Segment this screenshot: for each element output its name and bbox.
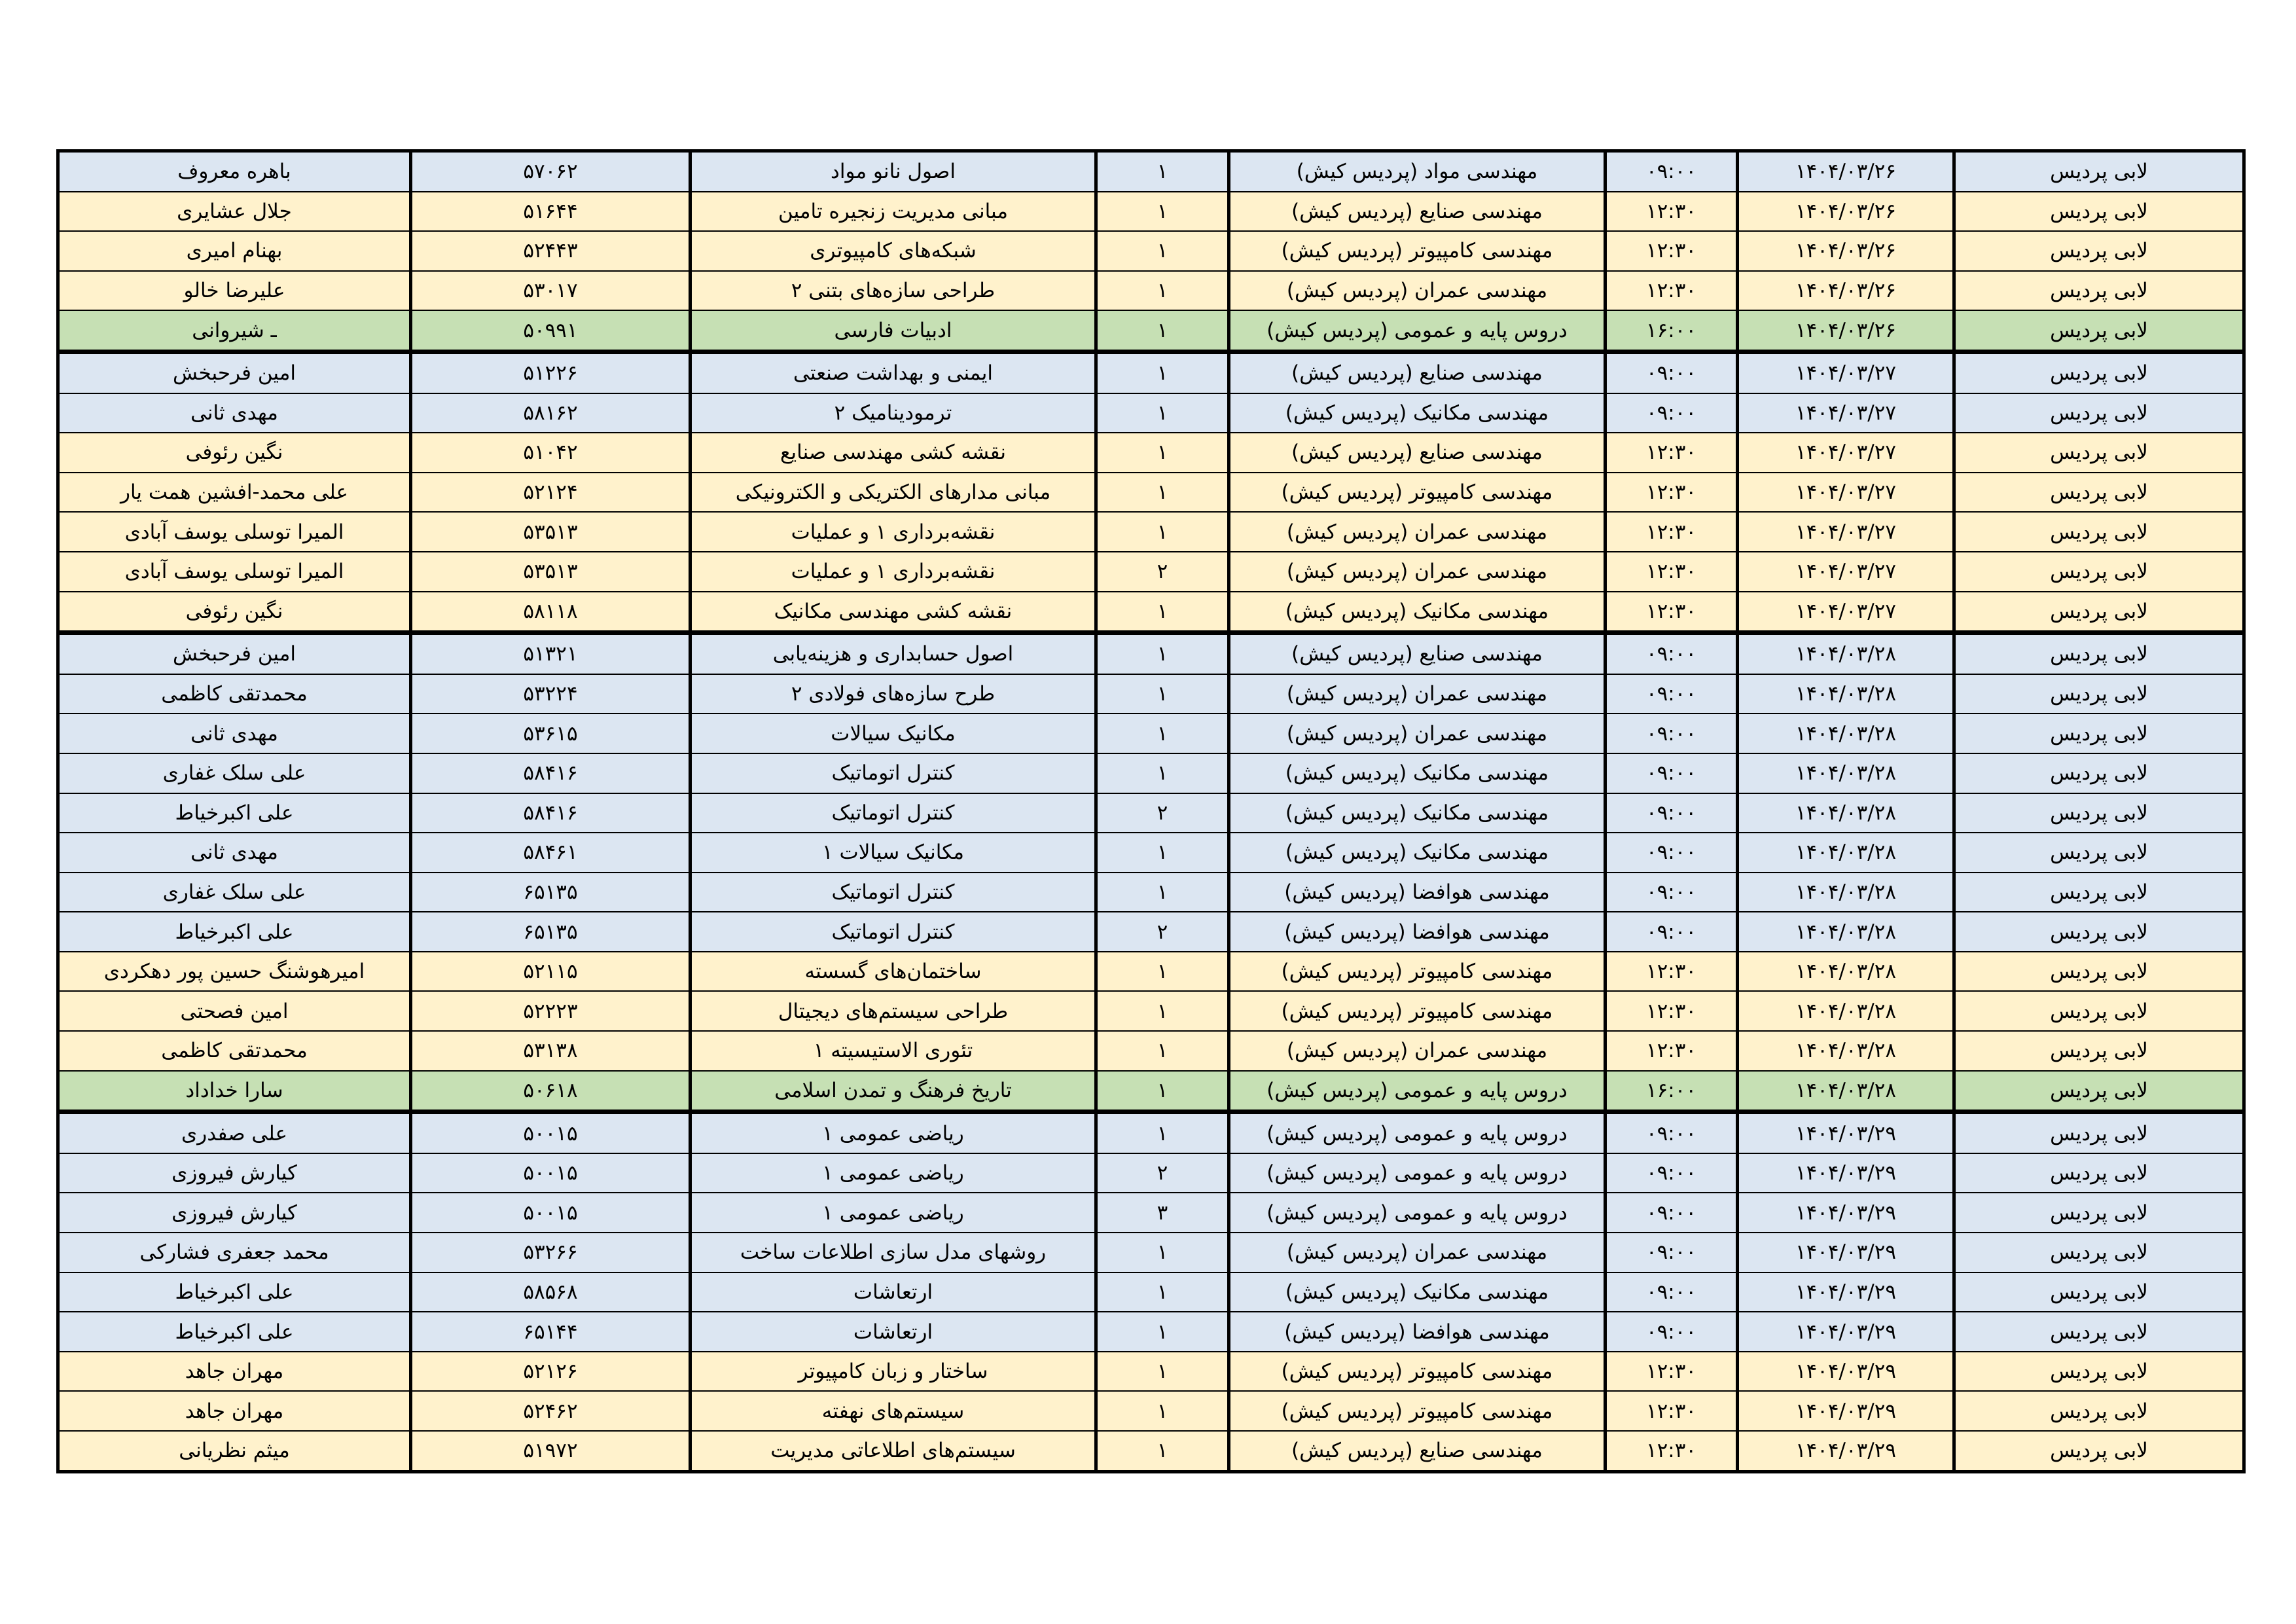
location-cell: لابی پردیس: [1954, 991, 2244, 1031]
department-cell: مهندسی عمران (پردیس کیش): [1229, 674, 1605, 714]
table-row: [58, 912, 2244, 952]
table-row: [58, 310, 2244, 352]
time-cell: ۱۲:۳۰: [1605, 1352, 1738, 1392]
location-cell: لابی پردیس: [1954, 1112, 2244, 1153]
time-cell: ۱۲:۳۰: [1605, 952, 1738, 992]
group-cell: ۱: [1096, 592, 1229, 633]
teacher-cell: علیرضا خالو: [58, 271, 411, 311]
group-cell: ۱: [1096, 1272, 1229, 1312]
course-cell: ادبیات فارسی: [691, 310, 1096, 352]
course-code-cell: ۵۸۵۶۸: [411, 1272, 691, 1312]
course-code-cell: ۵۱۶۴۴: [411, 192, 691, 232]
location-cell: لابی پردیس: [1954, 1352, 2244, 1392]
department-cell: مهندسی کامپیوتر (پردیس کیش): [1229, 231, 1605, 271]
date-cell: ۱۴۰۴/۰۳/۲۸: [1738, 633, 1954, 674]
course-cell: ریاضی عمومی ۱: [691, 1153, 1096, 1193]
department-cell: دروس پایه و عمومی (پردیس کیش): [1229, 1153, 1605, 1193]
date-cell: ۱۴۰۴/۰۳/۲۸: [1738, 1031, 1954, 1071]
group-cell: ۱: [1096, 1431, 1229, 1471]
teacher-cell: مهران جاهد: [58, 1352, 411, 1392]
date-cell: ۱۴۰۴/۰۳/۲۶: [1738, 310, 1954, 352]
time-cell: ۰۹:۰۰: [1605, 1272, 1738, 1312]
time-cell: ۰۹:۰۰: [1605, 1193, 1738, 1233]
location-cell: لابی پردیس: [1954, 1031, 2244, 1071]
course-code-cell: ۵۳۶۱۵: [411, 713, 691, 753]
location-cell: لابی پردیس: [1954, 352, 2244, 393]
date-cell: ۱۴۰۴/۰۳/۲۷: [1738, 393, 1954, 433]
teacher-cell: علی اکبرخیاط: [58, 912, 411, 952]
location-cell: لابی پردیس: [1954, 271, 2244, 311]
time-cell: ۱۲:۳۰: [1605, 1431, 1738, 1471]
location-cell: لابی پردیس: [1954, 1153, 2244, 1193]
table-row: [58, 1153, 2244, 1193]
date-cell: ۱۴۰۴/۰۳/۲۷: [1738, 433, 1954, 473]
date-cell: ۱۴۰۴/۰۳/۲۸: [1738, 753, 1954, 793]
group-cell: ۱: [1096, 192, 1229, 232]
teacher-cell: امین فرحبخش: [58, 352, 411, 393]
time-cell: ۰۹:۰۰: [1605, 633, 1738, 674]
course-cell: تاریخ فرهنگ و تمدن اسلامی: [691, 1071, 1096, 1112]
group-cell: ۱: [1096, 271, 1229, 311]
teacher-cell: محمد جعفری فشارکی: [58, 1233, 411, 1272]
table-row: [58, 151, 2244, 192]
teacher-cell: کیارش فیروزی: [58, 1193, 411, 1233]
table-row: [58, 674, 2244, 714]
table-row: [58, 271, 2244, 311]
course-code-cell: ۵۰۰۱۵: [411, 1193, 691, 1233]
time-cell: ۱۲:۳۰: [1605, 512, 1738, 552]
department-cell: مهندسی عمران (پردیس کیش): [1229, 1233, 1605, 1272]
date-cell: ۱۴۰۴/۰۳/۲۷: [1738, 352, 1954, 393]
teacher-cell: نگین رئوفی: [58, 433, 411, 473]
course-cell: نقشه‌برداری ۱ و عملیات: [691, 552, 1096, 592]
course-code-cell: ۵۸۱۶۲: [411, 393, 691, 433]
group-cell: ۲: [1096, 1153, 1229, 1193]
course-cell: شبکه‌های کامپیوتری: [691, 231, 1096, 271]
table-row: [58, 713, 2244, 753]
teacher-cell: المیرا توسلی یوسف آبادی: [58, 512, 411, 552]
department-cell: مهندسی هوافضا (پردیس کیش): [1229, 1312, 1605, 1352]
course-cell: نقشه کشی مهندسی مکانیک: [691, 592, 1096, 633]
date-cell: ۱۴۰۴/۰۳/۲۹: [1738, 1272, 1954, 1312]
department-cell: مهندسی مکانیک (پردیس کیش): [1229, 592, 1605, 633]
date-cell: ۱۴۰۴/۰۳/۲۷: [1738, 473, 1954, 513]
location-cell: لابی پردیس: [1954, 1071, 2244, 1112]
table-row: [58, 352, 2244, 393]
teacher-cell: علی صفدری: [58, 1112, 411, 1153]
location-cell: لابی پردیس: [1954, 552, 2244, 592]
time-cell: ۰۹:۰۰: [1605, 793, 1738, 833]
course-cell: ریاضی عمومی ۱: [691, 1112, 1096, 1153]
time-cell: ۰۹:۰۰: [1605, 393, 1738, 433]
course-cell: طراحی سیستم‌های دیجیتال: [691, 991, 1096, 1031]
date-cell: ۱۴۰۴/۰۳/۲۸: [1738, 952, 1954, 992]
course-cell: سیستم‌های اطلاعاتی مدیریت: [691, 1431, 1096, 1471]
date-cell: ۱۴۰۴/۰۳/۲۷: [1738, 512, 1954, 552]
course-code-cell: ۵۳۰۱۷: [411, 271, 691, 311]
course-cell: اصول نانو مواد: [691, 151, 1096, 192]
course-cell: نقشه‌برداری ۱ و عملیات: [691, 512, 1096, 552]
teacher-cell: جلال عشایری: [58, 192, 411, 232]
teacher-cell: مهدی ثانی: [58, 833, 411, 873]
group-cell: ۱: [1096, 952, 1229, 992]
location-cell: لابی پردیس: [1954, 793, 2244, 833]
location-cell: لابی پردیس: [1954, 231, 2244, 271]
course-code-cell: ۵۲۲۲۳: [411, 991, 691, 1031]
teacher-cell: نگین رئوفی: [58, 592, 411, 633]
group-cell: ۱: [1096, 633, 1229, 674]
teacher-cell: باهره معروف: [58, 151, 411, 192]
group-cell: ۱: [1096, 753, 1229, 793]
teacher-cell: بهنام امیری: [58, 231, 411, 271]
time-cell: ۱۲:۳۰: [1605, 473, 1738, 513]
course-code-cell: ۵۳۵۱۳: [411, 512, 691, 552]
location-cell: لابی پردیس: [1954, 433, 2244, 473]
exam-schedule-body: [58, 151, 2244, 1472]
table-row: [58, 1193, 2244, 1233]
location-cell: لابی پردیس: [1954, 1272, 2244, 1312]
course-code-cell: ۵۲۴۶۲: [411, 1391, 691, 1431]
teacher-cell: علی اکبرخیاط: [58, 793, 411, 833]
location-cell: لابی پردیس: [1954, 713, 2244, 753]
table-row: [58, 552, 2244, 592]
table-row: [58, 1272, 2244, 1312]
department-cell: مهندسی مکانیک (پردیس کیش): [1229, 393, 1605, 433]
course-code-cell: ۶۵۱۳۵: [411, 912, 691, 952]
time-cell: ۰۹:۰۰: [1605, 1233, 1738, 1272]
group-cell: ۱: [1096, 1233, 1229, 1272]
group-cell: ۱: [1096, 352, 1229, 393]
department-cell: دروس پایه و عمومی (پردیس کیش): [1229, 1112, 1605, 1153]
time-cell: ۰۹:۰۰: [1605, 912, 1738, 952]
table-row: [58, 592, 2244, 633]
date-cell: ۱۴۰۴/۰۳/۲۹: [1738, 1391, 1954, 1431]
department-cell: مهندسی صنایع (پردیس کیش): [1229, 192, 1605, 232]
course-code-cell: ۵۸۴۱۶: [411, 793, 691, 833]
group-cell: ۱: [1096, 674, 1229, 714]
teacher-cell: ـ شیروانی: [58, 310, 411, 352]
table-row: [58, 753, 2244, 793]
group-cell: ۱: [1096, 433, 1229, 473]
time-cell: ۱۲:۳۰: [1605, 592, 1738, 633]
location-cell: لابی پردیس: [1954, 1193, 2244, 1233]
course-code-cell: ۵۱۹۷۲: [411, 1431, 691, 1471]
course-code-cell: ۵۳۱۳۸: [411, 1031, 691, 1071]
department-cell: مهندسی عمران (پردیس کیش): [1229, 271, 1605, 311]
course-cell: تئوری الاستیسیته ۱: [691, 1031, 1096, 1071]
time-cell: ۰۹:۰۰: [1605, 1112, 1738, 1153]
department-cell: مهندسی صنایع (پردیس کیش): [1229, 633, 1605, 674]
course-cell: مکانیک سیالات ۱: [691, 833, 1096, 873]
location-cell: لابی پردیس: [1954, 912, 2244, 952]
department-cell: مهندسی مکانیک (پردیس کیش): [1229, 753, 1605, 793]
department-cell: مهندسی کامپیوتر (پردیس کیش): [1229, 473, 1605, 513]
time-cell: ۱۲:۳۰: [1605, 1031, 1738, 1071]
exam-schedule-table: [56, 149, 2246, 1473]
table-row: [58, 1312, 2244, 1352]
table-row: [58, 231, 2244, 271]
time-cell: ۰۹:۰۰: [1605, 352, 1738, 393]
date-cell: ۱۴۰۴/۰۳/۲۸: [1738, 713, 1954, 753]
course-cell: ایمنی و بهداشت صنعتی: [691, 352, 1096, 393]
course-cell: روشهای مدل سازی اطلاعات ساخت: [691, 1233, 1096, 1272]
location-cell: لابی پردیس: [1954, 674, 2244, 714]
course-cell: سیستم‌های نهفته: [691, 1391, 1096, 1431]
time-cell: ۰۹:۰۰: [1605, 873, 1738, 912]
location-cell: لابی پردیس: [1954, 873, 2244, 912]
course-code-cell: ۵۰۹۹۱: [411, 310, 691, 352]
teacher-cell: علی سلک غفاری: [58, 753, 411, 793]
date-cell: ۱۴۰۴/۰۳/۲۸: [1738, 1071, 1954, 1112]
group-cell: ۱: [1096, 1391, 1229, 1431]
course-code-cell: ۵۰۰۱۵: [411, 1153, 691, 1193]
course-code-cell: ۵۲۱۲۴: [411, 473, 691, 513]
time-cell: ۱۶:۰۰: [1605, 1071, 1738, 1112]
course-code-cell: ۶۵۱۴۴: [411, 1312, 691, 1352]
department-cell: مهندسی کامپیوتر (پردیس کیش): [1229, 991, 1605, 1031]
location-cell: لابی پردیس: [1954, 192, 2244, 232]
time-cell: ۱۲:۳۰: [1605, 552, 1738, 592]
course-cell: ارتعاشات: [691, 1272, 1096, 1312]
group-cell: ۲: [1096, 912, 1229, 952]
time-cell: ۱۶:۰۰: [1605, 310, 1738, 352]
table-row: [58, 1233, 2244, 1272]
date-cell: ۱۴۰۴/۰۳/۲۸: [1738, 833, 1954, 873]
table-row: [58, 192, 2244, 232]
location-cell: لابی پردیس: [1954, 393, 2244, 433]
teacher-cell: کیارش فیروزی: [58, 1153, 411, 1193]
teacher-cell: مهدی ثانی: [58, 393, 411, 433]
group-cell: ۱: [1096, 151, 1229, 192]
date-cell: ۱۴۰۴/۰۳/۲۹: [1738, 1233, 1954, 1272]
course-cell: کنترل اتوماتیک: [691, 793, 1096, 833]
table-row: [58, 1352, 2244, 1392]
location-cell: لابی پردیس: [1954, 1431, 2244, 1471]
location-cell: لابی پردیس: [1954, 1312, 2244, 1352]
teacher-cell: علی محمد-افشین همت یار: [58, 473, 411, 513]
location-cell: لابی پردیس: [1954, 833, 2244, 873]
teacher-cell: علی سلک غفاری: [58, 873, 411, 912]
course-cell: اصول حسابداری و هزینه‌یابی: [691, 633, 1096, 674]
time-cell: ۰۹:۰۰: [1605, 753, 1738, 793]
course-code-cell: ۵۸۱۱۸: [411, 592, 691, 633]
group-cell: ۱: [1096, 713, 1229, 753]
course-code-cell: ۵۳۲۲۴: [411, 674, 691, 714]
table-row: [58, 1391, 2244, 1431]
department-cell: مهندسی هوافضا (پردیس کیش): [1229, 912, 1605, 952]
location-cell: لابی پردیس: [1954, 1233, 2244, 1272]
time-cell: ۱۲:۳۰: [1605, 271, 1738, 311]
teacher-cell: محمدتقی کاظمی: [58, 674, 411, 714]
date-cell: ۱۴۰۴/۰۳/۲۹: [1738, 1153, 1954, 1193]
department-cell: مهندسی عمران (پردیس کیش): [1229, 552, 1605, 592]
course-code-cell: ۵۸۴۱۶: [411, 753, 691, 793]
group-cell: ۳: [1096, 1193, 1229, 1233]
location-cell: لابی پردیس: [1954, 151, 2244, 192]
teacher-cell: امین فرحبخش: [58, 633, 411, 674]
department-cell: دروس پایه و عمومی (پردیس کیش): [1229, 310, 1605, 352]
department-cell: مهندسی مکانیک (پردیس کیش): [1229, 1272, 1605, 1312]
course-code-cell: ۵۳۲۶۶: [411, 1233, 691, 1272]
department-cell: مهندسی عمران (پردیس کیش): [1229, 713, 1605, 753]
table-row: [58, 1112, 2244, 1153]
table-row: [58, 873, 2244, 912]
teacher-cell: امین فصحتی: [58, 991, 411, 1031]
course-cell: ترمودینامیک ۲: [691, 393, 1096, 433]
date-cell: ۱۴۰۴/۰۳/۲۶: [1738, 192, 1954, 232]
group-cell: ۱: [1096, 1031, 1229, 1071]
group-cell: ۱: [1096, 1312, 1229, 1352]
location-cell: لابی پردیس: [1954, 952, 2244, 992]
date-cell: ۱۴۰۴/۰۳/۲۸: [1738, 793, 1954, 833]
group-cell: ۲: [1096, 793, 1229, 833]
group-cell: ۱: [1096, 393, 1229, 433]
teacher-cell: سارا خداداد: [58, 1071, 411, 1112]
teacher-cell: علی اکبرخیاط: [58, 1272, 411, 1312]
department-cell: مهندسی مواد (پردیس کیش): [1229, 151, 1605, 192]
table-row: [58, 1071, 2244, 1112]
course-cell: نقشه کشی مهندسی صنایع: [691, 433, 1096, 473]
course-code-cell: ۵۸۴۶۱: [411, 833, 691, 873]
time-cell: ۱۲:۳۰: [1605, 991, 1738, 1031]
group-cell: ۱: [1096, 833, 1229, 873]
department-cell: مهندسی صنایع (پردیس کیش): [1229, 1431, 1605, 1471]
group-cell: ۱: [1096, 231, 1229, 271]
department-cell: دروس پایه و عمومی (پردیس کیش): [1229, 1071, 1605, 1112]
table-row: [58, 433, 2244, 473]
date-cell: ۱۴۰۴/۰۳/۲۹: [1738, 1112, 1954, 1153]
teacher-cell: المیرا توسلی یوسف آبادی: [58, 552, 411, 592]
department-cell: مهندسی عمران (پردیس کیش): [1229, 512, 1605, 552]
table-row: [58, 833, 2244, 873]
teacher-cell: امیرهوشنگ حسین پور دهکردی: [58, 952, 411, 992]
group-cell: ۱: [1096, 873, 1229, 912]
group-cell: ۱: [1096, 1112, 1229, 1153]
date-cell: ۱۴۰۴/۰۳/۲۸: [1738, 674, 1954, 714]
time-cell: ۱۲:۳۰: [1605, 433, 1738, 473]
course-code-cell: ۵۰۰۱۵: [411, 1112, 691, 1153]
teacher-cell: مهدی ثانی: [58, 713, 411, 753]
department-cell: مهندسی مکانیک (پردیس کیش): [1229, 833, 1605, 873]
date-cell: ۱۴۰۴/۰۳/۲۸: [1738, 912, 1954, 952]
course-code-cell: ۵۲۴۴۳: [411, 231, 691, 271]
department-cell: مهندسی کامپیوتر (پردیس کیش): [1229, 952, 1605, 992]
course-code-cell: ۵۷۰۶۲: [411, 151, 691, 192]
table-row: [58, 473, 2244, 513]
date-cell: ۱۴۰۴/۰۳/۲۹: [1738, 1352, 1954, 1392]
department-cell: مهندسی عمران (پردیس کیش): [1229, 1031, 1605, 1071]
group-cell: ۱: [1096, 1352, 1229, 1392]
location-cell: لابی پردیس: [1954, 753, 2244, 793]
course-code-cell: ۵۳۵۱۳: [411, 552, 691, 592]
table-row: [58, 393, 2244, 433]
department-cell: مهندسی کامپیوتر (پردیس کیش): [1229, 1391, 1605, 1431]
department-cell: مهندسی مکانیک (پردیس کیش): [1229, 793, 1605, 833]
table-row: [58, 1431, 2244, 1471]
group-cell: ۱: [1096, 310, 1229, 352]
date-cell: ۱۴۰۴/۰۳/۲۸: [1738, 991, 1954, 1031]
time-cell: ۱۲:۳۰: [1605, 192, 1738, 232]
course-code-cell: ۵۱۳۲۱: [411, 633, 691, 674]
course-code-cell: ۵۲۱۲۶: [411, 1352, 691, 1392]
time-cell: ۰۹:۰۰: [1605, 1153, 1738, 1193]
date-cell: ۱۴۰۴/۰۳/۲۶: [1738, 151, 1954, 192]
group-cell: ۱: [1096, 1071, 1229, 1112]
time-cell: ۱۲:۳۰: [1605, 231, 1738, 271]
course-code-cell: ۶۵۱۳۵: [411, 873, 691, 912]
course-cell: طرح سازه‌های فولادی ۲: [691, 674, 1096, 714]
location-cell: لابی پردیس: [1954, 473, 2244, 513]
teacher-cell: علی اکبرخیاط: [58, 1312, 411, 1352]
course-cell: کنترل اتوماتیک: [691, 873, 1096, 912]
date-cell: ۱۴۰۴/۰۳/۲۶: [1738, 271, 1954, 311]
course-cell: ارتعاشات: [691, 1312, 1096, 1352]
course-cell: طراحی سازه‌های بتنی ۲: [691, 271, 1096, 311]
date-cell: ۱۴۰۴/۰۳/۲۷: [1738, 592, 1954, 633]
course-cell: مبانی مدارهای الکتریکی و الکترونیکی: [691, 473, 1096, 513]
course-cell: کنترل اتوماتیک: [691, 912, 1096, 952]
table-row: [58, 793, 2244, 833]
time-cell: ۱۲:۳۰: [1605, 1391, 1738, 1431]
department-cell: مهندسی صنایع (پردیس کیش): [1229, 433, 1605, 473]
time-cell: ۰۹:۰۰: [1605, 713, 1738, 753]
table-row: [58, 991, 2244, 1031]
teacher-cell: مهران جاهد: [58, 1391, 411, 1431]
date-cell: ۱۴۰۴/۰۳/۲۶: [1738, 231, 1954, 271]
course-code-cell: ۵۰۶۱۸: [411, 1071, 691, 1112]
date-cell: ۱۴۰۴/۰۳/۲۹: [1738, 1312, 1954, 1352]
location-cell: لابی پردیس: [1954, 1391, 2244, 1431]
department-cell: مهندسی کامپیوتر (پردیس کیش): [1229, 1352, 1605, 1392]
date-cell: ۱۴۰۴/۰۳/۲۸: [1738, 873, 1954, 912]
time-cell: ۰۹:۰۰: [1605, 151, 1738, 192]
department-cell: مهندسی صنایع (پردیس کیش): [1229, 352, 1605, 393]
teacher-cell: میثم نظریانی: [58, 1431, 411, 1471]
group-cell: ۱: [1096, 473, 1229, 513]
location-cell: لابی پردیس: [1954, 310, 2244, 352]
course-cell: مبانی مدیریت زنجیره تامین: [691, 192, 1096, 232]
time-cell: ۰۹:۰۰: [1605, 674, 1738, 714]
table-row: [58, 633, 2244, 674]
group-cell: ۱: [1096, 991, 1229, 1031]
table-row: [58, 1031, 2244, 1071]
department-cell: دروس پایه و عمومی (پردیس کیش): [1229, 1193, 1605, 1233]
table-row: [58, 952, 2244, 992]
course-cell: مکانیک سیالات: [691, 713, 1096, 753]
department-cell: مهندسی هوافضا (پردیس کیش): [1229, 873, 1605, 912]
date-cell: ۱۴۰۴/۰۳/۲۹: [1738, 1431, 1954, 1471]
time-cell: ۰۹:۰۰: [1605, 1312, 1738, 1352]
course-code-cell: ۵۱۲۲۶: [411, 352, 691, 393]
location-cell: لابی پردیس: [1954, 512, 2244, 552]
group-cell: ۲: [1096, 552, 1229, 592]
course-code-cell: ۵۱۰۴۲: [411, 433, 691, 473]
date-cell: ۱۴۰۴/۰۳/۲۹: [1738, 1193, 1954, 1233]
course-cell: ریاضی عمومی ۱: [691, 1193, 1096, 1233]
date-cell: ۱۴۰۴/۰۳/۲۷: [1738, 552, 1954, 592]
time-cell: ۰۹:۰۰: [1605, 833, 1738, 873]
location-cell: لابی پردیس: [1954, 592, 2244, 633]
location-cell: لابی پردیس: [1954, 633, 2244, 674]
teacher-cell: محمدتقی کاظمی: [58, 1031, 411, 1071]
course-cell: ساختار و زبان کامپیوتر: [691, 1352, 1096, 1392]
course-cell: کنترل اتوماتیک: [691, 753, 1096, 793]
course-code-cell: ۵۲۱۱۵: [411, 952, 691, 992]
group-cell: ۱: [1096, 512, 1229, 552]
table-row: [58, 512, 2244, 552]
course-cell: ساختمان‌های گسسته: [691, 952, 1096, 992]
